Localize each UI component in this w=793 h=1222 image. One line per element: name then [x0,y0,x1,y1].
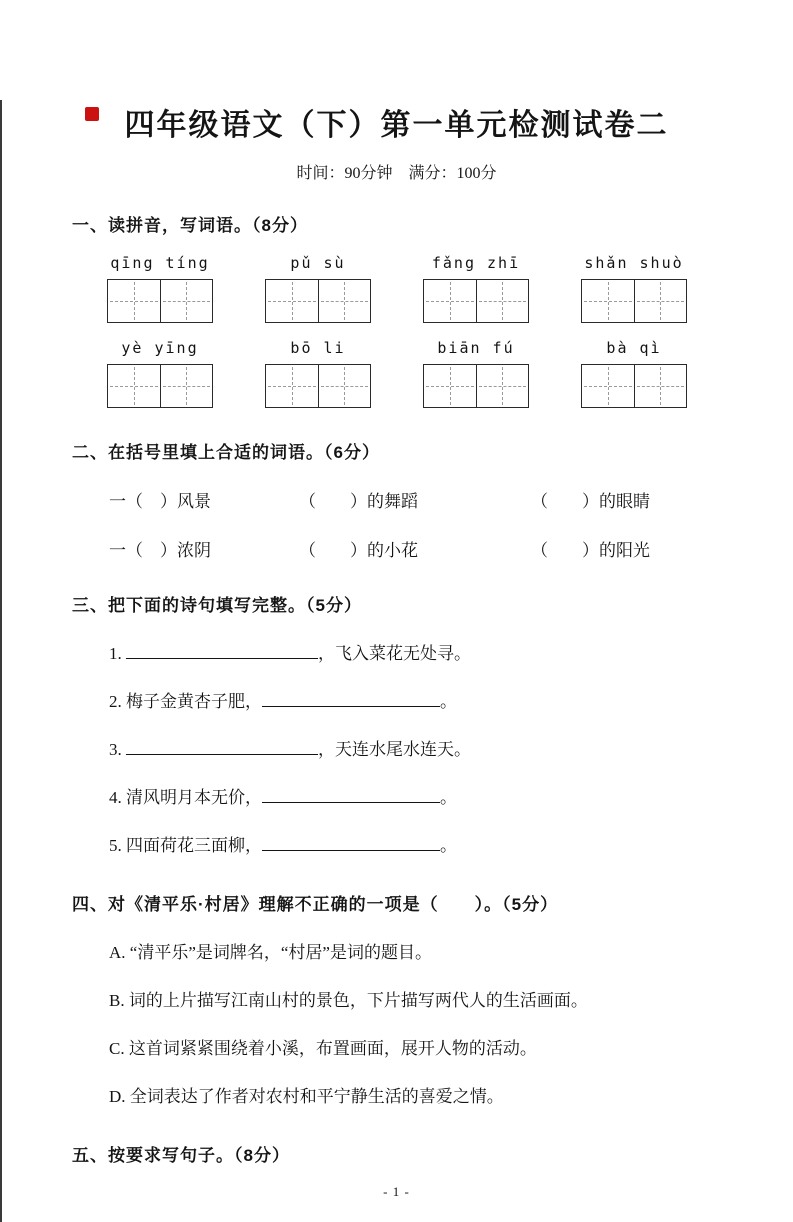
grid-cell [160,280,213,322]
writing-grid [423,279,529,323]
pinyin-writing-group [265,254,371,323]
poem-completion-line [72,639,721,664]
poem-completion-line [72,831,721,856]
fill-blank-phrase: （ ）的阳光 [531,541,650,560]
writing-grid [581,279,687,323]
grid-cell [266,280,318,322]
writing-grid [107,364,213,408]
pinyin-label: yè yīng [121,339,199,357]
poem-text: 清风明月本无价， [126,788,262,807]
poem-text: 四面荷花三面柳， [126,836,262,855]
poem-text: ，天连水尾水连天。 [318,740,471,759]
word-fill-row [72,536,721,561]
choice-option-a: A. “清平乐”是词牌名，“村居”是词的题目。 [109,943,432,962]
choice-option-c: C. 这首词紧紧围绕着小溪，布置画面，展开人物的活动。 [109,1039,537,1058]
exam-content [0,211,793,1166]
writing-grid [265,364,371,408]
grid-cell [424,280,476,322]
fill-blank-phrase: （ ）的舞蹈 [299,492,418,511]
fill-blank-phrase: 一（ ）风景 [109,492,211,511]
writing-grid [581,364,687,408]
page-number: - 1 - [383,1184,410,1199]
grid-cell [108,365,160,407]
grid-cell [318,365,371,407]
pinyin-grid-row-2 [72,339,721,408]
grid-cell [318,280,371,322]
grid-cell [634,280,687,322]
pinyin-writing-group [265,339,371,408]
section3-heading: 三、把下面的诗句填写完整。（5分） [72,596,362,615]
grid-cell [424,365,476,407]
pinyin-label: qīng tíng [110,254,210,272]
pinyin-grid-row-1 [72,254,721,323]
fill-blank-phrase: （ ）的小花 [299,541,418,560]
section4-heading: 四、对《清平乐·村居》理解不正确的一项是（ ）。（5分） [72,895,559,914]
choice-option-b: B. 词的上片描写江南山村的景色，下片描写两代人的生活画面。 [109,991,588,1010]
writing-grid [265,279,371,323]
word-fill-row [72,487,721,512]
pinyin-label: bà qì [606,339,662,357]
answer-blank [126,640,318,659]
exam-page [0,100,793,1222]
poem-completion-line [72,687,721,712]
grid-cell [582,280,634,322]
exam-time-score: 时间：90分钟 满分：100分 [296,165,497,182]
grid-cell [108,280,160,322]
fill-blank-phrase: （ ）的眼睛 [531,492,650,511]
line-number: 2. [109,692,122,711]
section1-heading: 一、读拼音，写词语。（8分） [72,216,308,235]
line-number: 4. [109,788,122,807]
grid-cell [160,365,213,407]
pinyin-writing-group [581,254,687,323]
pinyin-label: fǎng zhī [431,254,521,272]
fill-blank-phrase: 一（ ）浓阴 [109,541,211,560]
pinyin-label: biān fú [437,339,515,357]
poem-text: 梅子金黄杏子肥， [126,692,262,711]
pinyin-writing-group [107,254,213,323]
pinyin-label: bō li [290,339,346,357]
section5-heading: 五、按要求写句子。（8分） [72,1146,290,1165]
grid-cell [476,365,529,407]
writing-grid [423,364,529,408]
grid-cell [582,365,634,407]
pinyin-writing-group [423,254,529,323]
poem-completion-line [72,783,721,808]
pinyin-writing-group [107,339,213,408]
choice-option-d: D. 全词表达了作者对农村和平宁静生活的喜爱之情。 [109,1087,504,1106]
pinyin-label: pǔ sù [290,254,346,272]
line-number: 3. [109,740,122,759]
scan-edge-line [0,100,2,1222]
line-number: 1. [109,644,122,663]
red-stamp-mark [85,107,99,121]
poem-text: ，飞入菜花无处寻。 [318,644,471,663]
grid-cell [634,365,687,407]
poem-text: 。 [440,836,457,855]
grid-cell [266,365,318,407]
poem-completion-line [72,735,721,760]
poem-text: 。 [440,788,457,807]
section2-heading: 二、在括号里填上合适的词语。（6分） [72,443,380,462]
line-number: 5. [109,836,122,855]
pinyin-writing-group [581,339,687,408]
poem-text: 。 [440,692,457,711]
grid-cell [476,280,529,322]
pinyin-writing-group [423,339,529,408]
writing-grid [107,279,213,323]
answer-blank [262,688,440,707]
answer-blank [262,832,440,851]
page-title: 四年级语文（下）第一单元检测试卷二 [124,109,669,142]
pinyin-label: shǎn shuò [584,254,684,272]
answer-blank [262,784,440,803]
answer-blank [126,736,318,755]
